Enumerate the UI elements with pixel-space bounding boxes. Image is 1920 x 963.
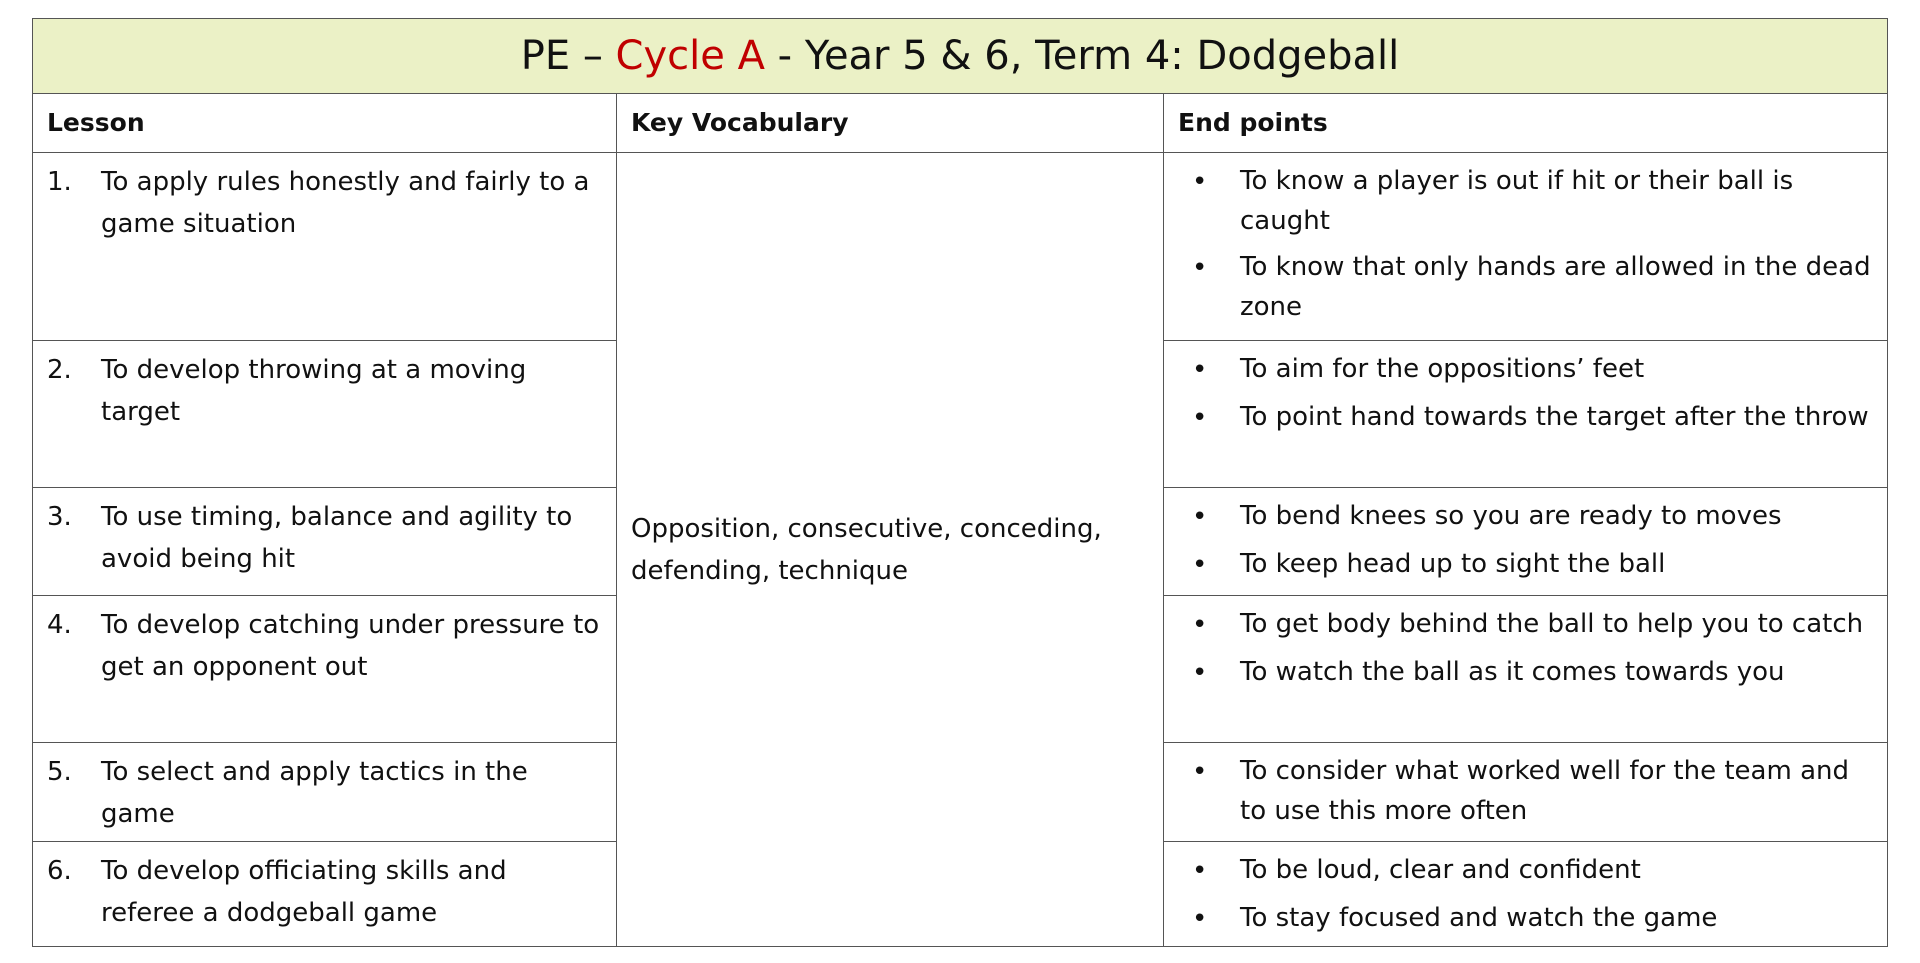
endpoints-cell bbox=[1164, 341, 1888, 488]
endpoint-item bbox=[1178, 544, 1873, 586]
endpoint-text: To bend knees so you are ready to moves bbox=[1240, 501, 1782, 531]
endpoint-text: To stay focused and watch the game bbox=[1240, 903, 1718, 933]
endpoints-cell bbox=[1164, 488, 1888, 596]
endpoint-item bbox=[1178, 898, 1873, 940]
lesson-text: To apply rules honestly and fairly to a game situation bbox=[101, 167, 590, 239]
lesson-cell bbox=[33, 488, 617, 596]
lesson-cell bbox=[33, 341, 617, 488]
endpoint-item bbox=[1178, 496, 1873, 538]
title-prefix: PE – bbox=[520, 33, 616, 79]
endpoint-item bbox=[1178, 247, 1873, 327]
vocabulary-cell bbox=[617, 153, 1164, 947]
lesson-text: To select and apply tactics in the game bbox=[101, 757, 528, 829]
table-row bbox=[33, 153, 1888, 341]
endpoints-cell bbox=[1164, 596, 1888, 743]
lesson-number: 1. bbox=[47, 167, 72, 197]
endpoint-text: To get body behind the ball to help you to catch bbox=[1240, 609, 1864, 639]
endpoint-item bbox=[1178, 652, 1873, 694]
lesson-cell bbox=[33, 596, 617, 743]
bullet-icon: • bbox=[1192, 658, 1208, 688]
bullet-icon: • bbox=[1192, 502, 1208, 532]
header-vocab: Key Vocabulary bbox=[617, 94, 1164, 153]
endpoint-text: To know a player is out if hit or their ball is caught bbox=[1240, 166, 1794, 236]
vocabulary-text: Opposition, consecutive, conceding, defending, technique bbox=[631, 513, 1102, 586]
bullet-icon: • bbox=[1192, 403, 1208, 433]
bullet-icon: • bbox=[1192, 610, 1208, 640]
endpoints-cell bbox=[1164, 743, 1888, 842]
endpoint-text: To watch the ball as it comes towards you bbox=[1240, 657, 1785, 687]
endpoint-item bbox=[1178, 604, 1873, 646]
endpoints-cell bbox=[1164, 153, 1888, 341]
endpoint-text: To keep head up to sight the ball bbox=[1240, 549, 1666, 579]
bullet-icon: • bbox=[1192, 757, 1208, 787]
lesson-text: To develop officiating skills and referee a dodgeball game bbox=[101, 856, 507, 928]
lesson-cell bbox=[33, 153, 617, 341]
endpoints-cell bbox=[1164, 842, 1888, 947]
lesson-text: To develop throwing at a moving target bbox=[101, 355, 527, 427]
endpoint-item bbox=[1178, 397, 1873, 439]
lesson-number: 5. bbox=[47, 757, 72, 787]
endpoint-text: To aim for the oppositions’ feet bbox=[1240, 354, 1645, 384]
bullet-icon: • bbox=[1192, 856, 1208, 886]
endpoint-text: To point hand towards the target after the throw bbox=[1240, 402, 1869, 432]
dodgeball-plan-table bbox=[32, 18, 1888, 947]
page-title bbox=[33, 19, 1888, 94]
title-cycle: Cycle A bbox=[615, 33, 765, 79]
lesson-text: To use timing, balance and agility to avoid being hit bbox=[101, 502, 573, 574]
lesson-number: 6. bbox=[47, 856, 72, 886]
endpoint-text: To be loud, clear and confident bbox=[1240, 855, 1641, 885]
bullet-icon: • bbox=[1192, 253, 1208, 283]
endpoint-item bbox=[1178, 349, 1873, 391]
endpoint-item bbox=[1178, 161, 1873, 241]
title-suffix: - Year 5 & 6, Term 4: Dodgeball bbox=[764, 33, 1400, 79]
lesson-number: 4. bbox=[47, 610, 72, 640]
bullet-icon: • bbox=[1192, 167, 1208, 197]
bullet-icon: • bbox=[1192, 550, 1208, 580]
header-endpoints: End points bbox=[1164, 94, 1888, 153]
endpoint-text: To consider what worked well for the team and to use this more often bbox=[1240, 756, 1849, 826]
lesson-number: 2. bbox=[47, 355, 72, 385]
endpoint-item bbox=[1178, 751, 1873, 831]
lesson-cell bbox=[33, 743, 617, 842]
bullet-icon: • bbox=[1192, 355, 1208, 385]
lesson-number: 3. bbox=[47, 502, 72, 532]
lesson-text: To develop catching under pressure to get an opponent out bbox=[101, 610, 600, 682]
header-lesson: Lesson bbox=[33, 94, 617, 153]
lesson-cell bbox=[33, 842, 617, 947]
endpoint-item bbox=[1178, 850, 1873, 892]
endpoint-text: To know that only hands are allowed in the dead zone bbox=[1240, 252, 1871, 322]
bullet-icon: • bbox=[1192, 904, 1208, 934]
